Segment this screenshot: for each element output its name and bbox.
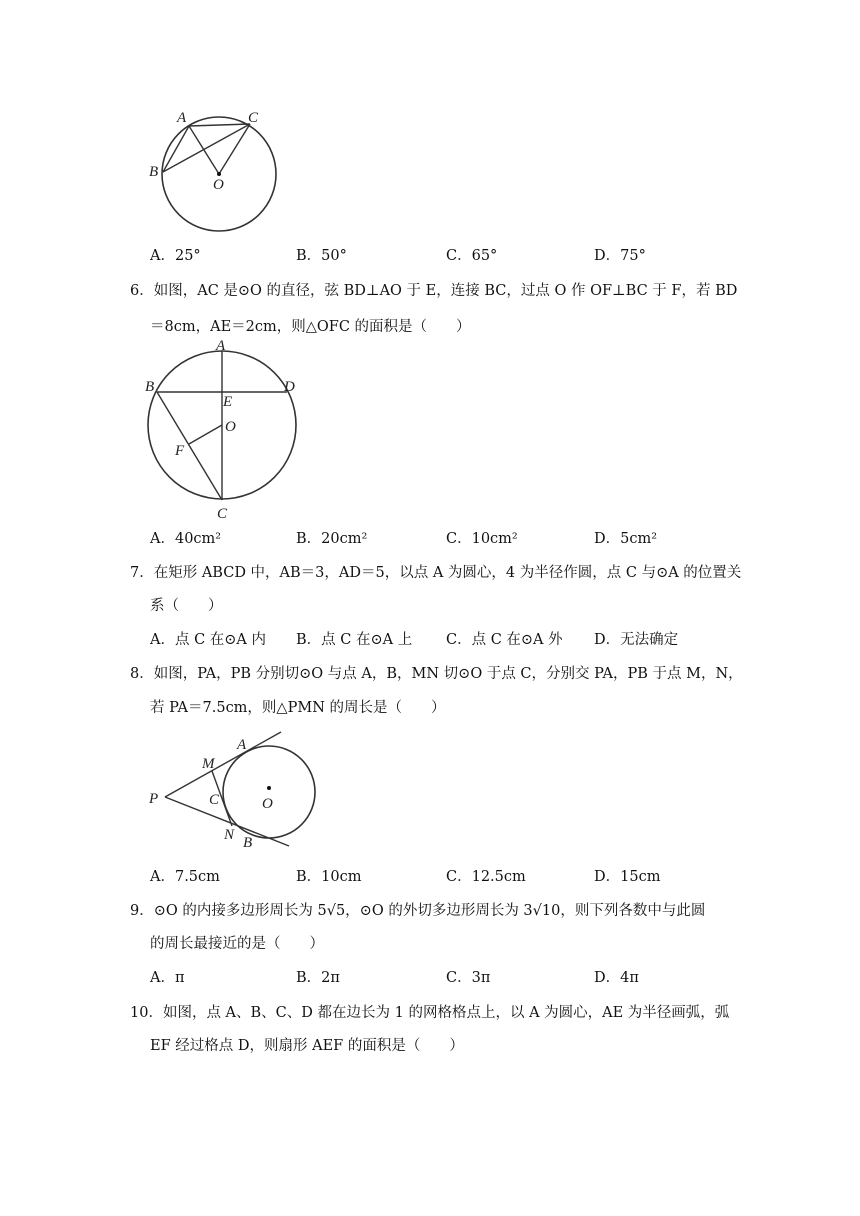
q6-label-a: A [216,338,226,354]
q8-label-a: A [237,737,247,753]
q5-option-c[interactable]: C．65° [446,248,498,264]
q5-label-b: B [149,164,159,180]
q8-label-b: B [243,835,253,851]
q10-stem-line2: EF 经过格点 D，则扇形 AEF 的面积是（ ） [150,1038,464,1054]
q8-label-n: N [224,827,235,843]
q6-label-e: E [223,394,233,410]
q8-option-c[interactable]: C．12.5cm [446,869,526,885]
q6-label-c: C [217,506,228,522]
q8-figure [145,730,325,854]
q7-stem-line2: 系（ ） [150,598,223,614]
q6-label-d: D [284,379,295,395]
q8-option-a[interactable]: A．7.5cm [150,869,220,885]
q7-option-c[interactable]: C．点 C 在⊙A 外 [446,632,563,648]
q8-label-p: P [149,791,159,807]
q6-option-b[interactable]: B．20cm² [296,531,368,547]
q6-stem-line1: 6．如图，AC 是⊙O 的直径，弦 BD⊥AO 于 E，连接 BC，过点 O 作 OF⊥BC 于 F，若 BD [130,283,738,299]
q9-stem-line1: 9．⊙O 的内接多边形周长为 5√5，⊙O 的外切多边形周长为 3√10，则下列各数中与此圆 [130,903,706,919]
q9-option-a[interactable]: A．π [150,970,185,986]
q8-option-d[interactable]: D．15cm [594,869,661,885]
q7-option-a[interactable]: A．点 C 在⊙A 内 [150,632,267,648]
q5-label-o: O [213,177,224,193]
q9-stem-line2: 的周长最接近的是（ ） [150,936,324,952]
q9-option-c[interactable]: C．3π [446,970,491,986]
q9-option-d[interactable]: D．4π [594,970,639,986]
q6-option-c[interactable]: C．10cm² [446,531,518,547]
q8-label-c: C [209,792,220,808]
q9-option-b[interactable]: B．2π [296,970,340,986]
q7-stem-line1: 7．在矩形 ABCD 中，AB＝3，AD＝5，以点 A 为圆心，4 为半径作圆，点 C 与⊙A 的位置关 [130,565,742,581]
q6-option-d[interactable]: D．5cm² [594,531,658,547]
q6-label-o: O [225,419,236,435]
q10-stem-line1: 10．如图，点 A、B、C、D 都在边长为 1 的网格格点上，以 A 为圆心，AE 为半径画弧，弧 [130,1005,730,1021]
q5-option-a[interactable]: A．25° [150,248,201,264]
q6-stem-line2: ＝8cm，AE＝2cm，则△OFC 的面积是（ ） [150,319,471,335]
q5-option-b[interactable]: B．50° [296,248,347,264]
q6-label-b: B [145,379,155,395]
q8-label-m: M [202,756,215,772]
q5-option-d[interactable]: D．75° [594,248,646,264]
q8-stem-line1: 8．如图，PA，PB 分别切⊙O 与点 A，B，MN 切⊙O 于点 C，分别交 PA，PB 于点 M，N， [130,666,743,682]
q5-label-a: A [177,110,187,126]
q8-label-o: O [262,796,273,812]
q8-stem-line2: 若 PA＝7.5cm，则△PMN 的周长是（ ） [150,700,446,716]
q8-option-b[interactable]: B．10cm [296,869,362,885]
q5-label-c: C [248,110,259,126]
q7-option-d[interactable]: D．无法确定 [594,632,679,648]
q6-option-a[interactable]: A．40cm² [150,531,222,547]
q5-figure [145,108,285,234]
q6-figure [143,338,303,524]
q7-option-b[interactable]: B．点 C 在⊙A 上 [296,632,413,648]
q6-label-f: F [175,443,185,459]
